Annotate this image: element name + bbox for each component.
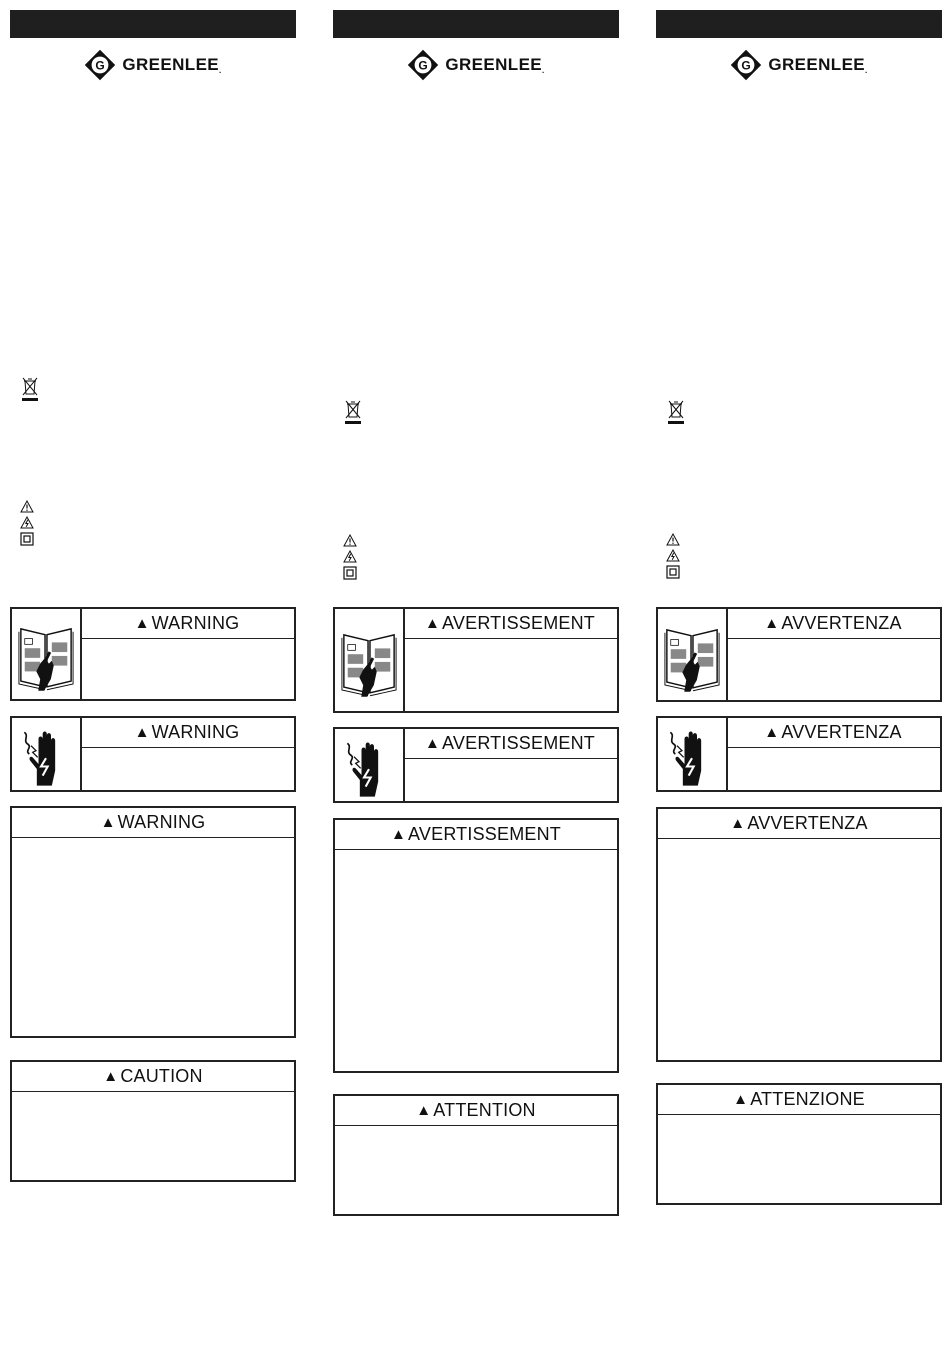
- weee-bin-icon: [343, 398, 363, 426]
- caution-box: [333, 1094, 619, 1216]
- warning-box-shock: [10, 716, 296, 792]
- double-insulation-icon: [20, 532, 34, 546]
- warning-header: ▲ AVVERTENZA: [658, 809, 940, 839]
- caution-box: [10, 1060, 296, 1182]
- greenlee-logo-icon: [84, 49, 116, 81]
- electric-hazard-icon: [343, 550, 357, 563]
- brand-logo: [10, 45, 296, 85]
- warning-header: ▲ AVVERTENZA: [726, 609, 940, 639]
- alert-triangle-icon: ▲: [103, 1068, 119, 1085]
- alert-triangle-icon: ▲: [424, 735, 441, 752]
- alert-triangle-icon: ▲: [764, 724, 780, 741]
- warning-header: ▲ AVERTISSEMENT: [335, 820, 617, 850]
- warning-header: ▲ WARNING: [12, 808, 294, 838]
- greenlee-logo-icon: [407, 49, 439, 81]
- warning-box-shock: [333, 727, 619, 803]
- warning-header: ▲ WARNING: [80, 718, 294, 748]
- column-header-bar: [656, 10, 942, 38]
- read-manual-icon: [340, 621, 398, 699]
- brand-name: GREENLEE.: [768, 55, 868, 75]
- caution-header: ▲ CAUTION: [12, 1062, 294, 1092]
- double-insulation-icon: [666, 565, 680, 579]
- alert-triangle-icon: ▲: [764, 615, 780, 632]
- warning-header: ▲ AVERTISSEMENT: [403, 729, 617, 759]
- read-manual-icon: [663, 616, 721, 694]
- caution-header: ▲ ATTENTION: [335, 1096, 617, 1126]
- brand-name: GREENLEE.: [445, 55, 545, 75]
- manual-image: [658, 609, 728, 700]
- column-french: [333, 0, 619, 1353]
- electric-shock-hand-icon: [344, 731, 394, 799]
- warning-triangle-icon: [666, 533, 680, 546]
- electric-hazard-icon: [20, 516, 34, 529]
- column-header-bar: [10, 10, 296, 38]
- alert-triangle-icon: ▲: [416, 1102, 432, 1119]
- weee-bin-icon: [666, 398, 686, 426]
- brand-logo: [656, 45, 942, 85]
- shock-image: [335, 729, 405, 801]
- shock-image: [658, 718, 728, 790]
- warning-triangle-icon: [20, 500, 34, 513]
- read-manual-icon: [17, 615, 75, 693]
- alert-triangle-icon: ▲: [390, 826, 407, 843]
- double-insulation-icon: [343, 566, 357, 580]
- shock-image: [12, 718, 82, 790]
- warning-box-read-manual: [10, 607, 296, 701]
- warning-header: ▲ AVERTISSEMENT: [403, 609, 617, 639]
- greenlee-logo-icon: [730, 49, 762, 81]
- warning-header: ▲ WARNING: [80, 609, 294, 639]
- brand-name: GREENLEE.: [122, 55, 222, 75]
- alert-triangle-icon: ▲: [733, 1091, 749, 1108]
- electric-shock-hand-icon: [21, 720, 71, 788]
- warning-box-shock: [656, 716, 942, 792]
- weee-bin-icon: [20, 375, 40, 403]
- column-english: [10, 0, 296, 1353]
- electric-hazard-icon: [666, 549, 680, 562]
- column-header-bar: [333, 10, 619, 38]
- warning-triangle-icon: [343, 534, 357, 547]
- alert-triangle-icon: ▲: [424, 615, 441, 632]
- warning-box-general: [333, 818, 619, 1073]
- manual-image: [12, 609, 82, 699]
- warning-box-read-manual: [656, 607, 942, 702]
- brand-logo: [333, 45, 619, 85]
- caution-header: ▲ ATTENZIONE: [658, 1085, 940, 1115]
- alert-triangle-icon: ▲: [134, 615, 150, 632]
- caution-box: [656, 1083, 942, 1205]
- warning-header: ▲ AVVERTENZA: [726, 718, 940, 748]
- warning-box-general: [10, 806, 296, 1038]
- warning-box-read-manual: [333, 607, 619, 713]
- alert-triangle-icon: ▲: [730, 815, 746, 832]
- warning-box-general: [656, 807, 942, 1062]
- alert-triangle-icon: ▲: [100, 814, 116, 831]
- manual-image: [335, 609, 405, 711]
- alert-triangle-icon: ▲: [134, 724, 150, 741]
- electric-shock-hand-icon: [667, 720, 717, 788]
- column-italian: [656, 0, 942, 1353]
